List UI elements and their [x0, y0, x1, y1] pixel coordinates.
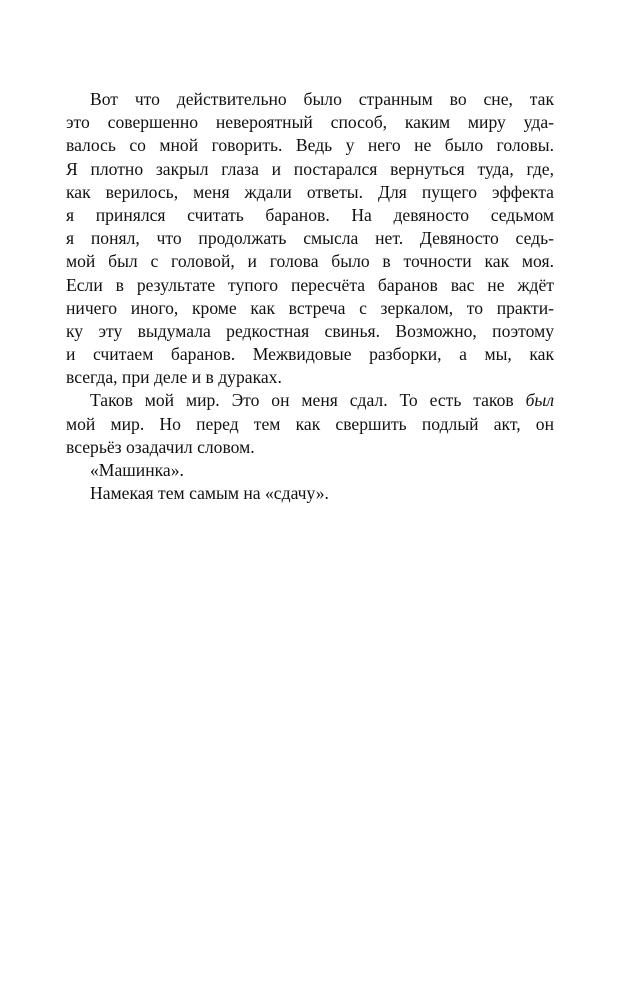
text-line: и считаем баранов. Межвидовые разборки, а мы, как: [66, 344, 554, 365]
text-line: [66, 389, 554, 412]
emphasis-word: был: [525, 390, 554, 411]
paragraph-2: [66, 389, 554, 459]
text-line: всегда, при деле и в дураках.: [66, 367, 282, 388]
text-line: ничего иного, кроме как встреча с зеркалом, то практи-: [66, 297, 554, 318]
text-line: мой мир. Но перед тем как свершить подлый акт, он: [66, 413, 554, 434]
text-line: как верилось, меня ждали ответы. Для пущего эффекта: [66, 181, 554, 202]
paragraph-1: [66, 88, 554, 389]
text-line: валось со мной говорить. Ведь у него не было головы.: [66, 135, 554, 156]
text-line: я принялся считать баранов. На девяносто седьмом: [66, 204, 554, 225]
text-line: это совершенно невероятный способ, каким миру уда-: [66, 112, 554, 133]
text-line: ку эту выдумала редкостная свинья. Возможно, поэтому: [66, 320, 554, 341]
paragraph-3: [66, 459, 554, 482]
text-line: я понял, что продолжать смысла нет. Девяносто седь-: [66, 228, 554, 249]
body-text: [66, 88, 554, 505]
text-line: Я плотно закрыл глаза и постарался вернуться туда, где,: [66, 158, 554, 179]
text-line: всерьёз озадачил словом.: [66, 436, 255, 457]
text-line: мой был с головой, и голова было в точности как моя.: [66, 251, 554, 272]
text-line: Намекая тем самым на «сдачу».: [90, 483, 329, 504]
text-fragment: Таков мой мир. Это он меня сдал. То есть таков: [90, 390, 514, 411]
text-line: Если в результате тупого пересчёта баранов вас не ждёт: [66, 274, 554, 295]
text-line: «Машинка».: [90, 460, 184, 480]
paragraph-4: [66, 482, 554, 505]
text-line: Вот что действительно было странным во сне, так: [90, 89, 554, 109]
